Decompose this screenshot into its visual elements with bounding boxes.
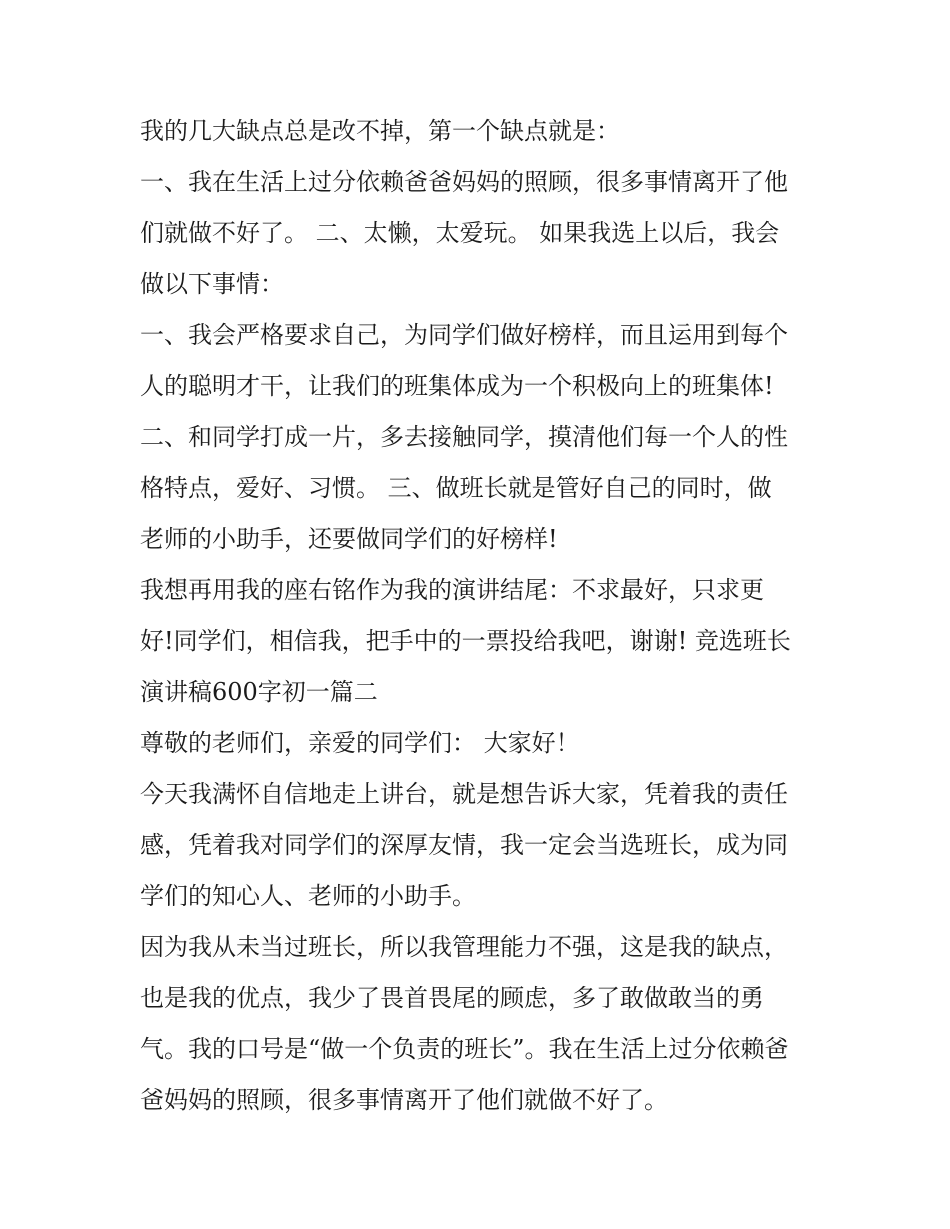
text-line: 也是我的优点，我少了畏首畏尾的顾虑，多了敢做敢当的勇 (140, 984, 764, 1012)
text-line: 好!同学们，相信我，把手中的一票投给我吧，谢谢! 竞选班长 (140, 627, 791, 655)
text-line: 一、我在生活上过分依赖爸爸妈妈的照顾，很多事情离开了他 (140, 168, 788, 196)
text-line: 一、我会严格要求自己，为同学们做好榜样，而且运用到每个 (140, 321, 788, 349)
text-line: 老师的小助手，还要做同学们的好榜样! (140, 525, 558, 553)
document-body (140, 106, 820, 1126)
text-line: 们就做不好了。 二、太懒，太爱玩。 如果我选上以后，我会 (140, 219, 780, 247)
text-line: 人的聪明才干，让我们的班集体成为一个积极向上的班集体! (140, 372, 774, 400)
text-line: 今天我满怀自信地走上讲台，就是想告诉大家，凭着我的责任 (140, 780, 788, 808)
text-line: 爸妈妈的照顾，很多事情离开了他们就做不好了。 (140, 1086, 668, 1114)
text-line: 演讲稿600字初一篇二 (140, 678, 378, 706)
text-line: 我想再用我的座右铭作为我的演讲结尾：不求最好，只求更 (140, 576, 764, 604)
text-line: 二、和同学打成一片，多去接触同学，摸清他们每一个人的性 (140, 423, 788, 451)
text-line: 气。我的口号是“做一个负责的班长”。我在生活上过分依赖爸 (140, 1035, 789, 1063)
text-line: 感，凭着我对同学们的深厚友情，我一定会当选班长，成为同 (140, 831, 788, 859)
text-line: 做以下事情： (140, 270, 284, 298)
text-line: 因为我从未当过班长，所以我管理能力不强，这是我的缺点， (140, 933, 788, 961)
text-line: 我的几大缺点总是改不掉，第一个缺点就是： (140, 117, 620, 145)
text-line: 尊敬的老师们，亲爱的同学们： 大家好！ (140, 729, 580, 757)
text-line: 格特点，爱好、习惯。 三、做班长就是管好自己的同时，做 (140, 474, 772, 502)
text-line: 学们的知心人、老师的小助手。 (140, 882, 476, 910)
